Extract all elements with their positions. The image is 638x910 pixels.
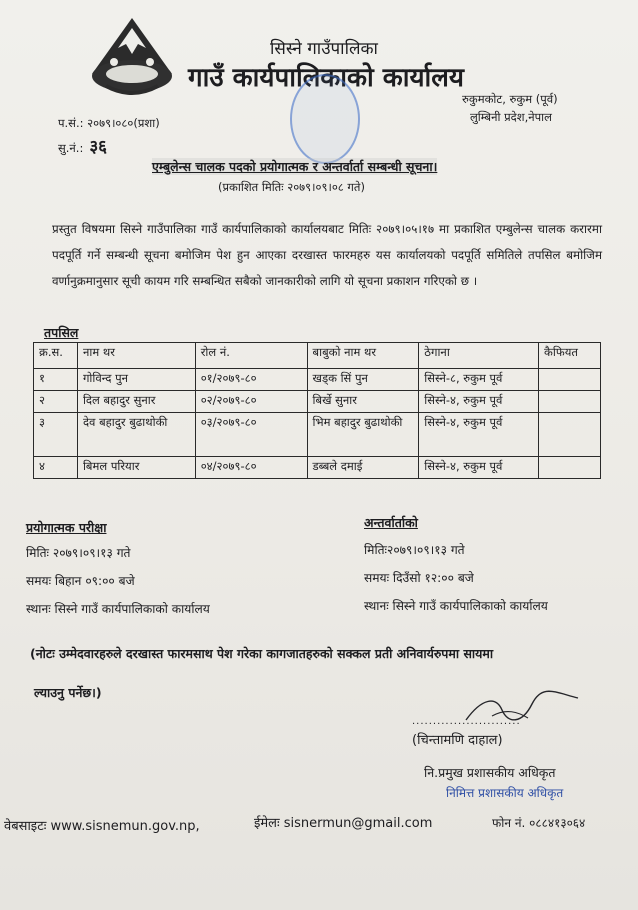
cell-serial: २ bbox=[34, 391, 78, 413]
cell-address: सिस्ने-४, रुकुम पूर्व bbox=[419, 413, 539, 457]
cell-name: दिल बहादुर सुनार bbox=[77, 391, 195, 413]
cell-serial: ३ bbox=[34, 413, 78, 457]
cell-roll: ०२/२०७९-८० bbox=[195, 391, 307, 413]
practical-date: मितिः २०७९।०९।१३ गते bbox=[26, 546, 131, 560]
cell-serial: ४ bbox=[34, 457, 78, 479]
cell-name: बिमल परियार bbox=[77, 457, 195, 479]
col-father: बाबुको नाम थर bbox=[307, 343, 419, 369]
candidate-table bbox=[33, 342, 601, 479]
notice-subject: एम्बुलेन्स चालक पदको प्रयोगात्मक र अन्तर्वार्ता सम्बन्धी सूचना। bbox=[152, 159, 438, 174]
municipality-name: सिस्ने गाउँपालिका bbox=[270, 39, 378, 59]
cell-serial: १ bbox=[34, 369, 78, 391]
col-address: ठेगाना bbox=[419, 343, 539, 369]
table-row bbox=[34, 391, 601, 413]
cell-remarks bbox=[539, 391, 601, 413]
dispatch-value: ३६ bbox=[89, 137, 108, 157]
office-name: गाउँ कार्यपालिकाको कार्यालय bbox=[188, 63, 464, 93]
signatory-title: नि.प्रमुख प्रशासकीय अधिकृत bbox=[424, 765, 556, 780]
col-remarks: कैफियत bbox=[539, 343, 601, 369]
office-seal bbox=[290, 74, 360, 164]
table-header-row bbox=[34, 343, 601, 369]
interview-date: मितिः२०७९।०९।१३ गते bbox=[364, 543, 465, 557]
dispatch-number bbox=[58, 134, 107, 157]
interview-place: स्थानः सिस्ने गाउँ कार्यपालिकाको कार्यालय bbox=[364, 599, 548, 613]
address-line-1: रुकुमकोट, रुकुम (पूर्व) bbox=[462, 92, 558, 106]
cell-remarks bbox=[539, 369, 601, 391]
practical-time: समयः बिहान ०९:०० बजे bbox=[26, 574, 135, 588]
note-line-1: (नोटः उम्मेदवारहरुले दरखास्त फारमसाथ पेश गरेका कागजातहरुको सक्कल प्रती अनिवार्यरुपमा सायमा bbox=[30, 646, 494, 661]
cell-father: भिम बहादुर बुढाथोकी bbox=[307, 413, 419, 457]
cell-remarks bbox=[539, 457, 601, 479]
signatory-name: (चिन्तामणि दाहाल) bbox=[412, 733, 503, 748]
col-serial: क्र.स. bbox=[34, 343, 78, 369]
government-emblem-logo bbox=[86, 14, 178, 100]
practical-heading: प्रयोगात्मक परीक्षा bbox=[26, 520, 107, 535]
cell-roll: ०४/२०७९-८० bbox=[195, 457, 307, 479]
published-date: (प्रकाशित मितिः २०७९।०९।०८ गते) bbox=[218, 180, 365, 194]
cell-remarks bbox=[539, 413, 601, 457]
signature-dots: .......................... bbox=[412, 716, 521, 727]
schedule-title: तपसिल bbox=[44, 325, 79, 340]
note-line-2: ल्याउनु पर्नेछ।) bbox=[34, 685, 102, 700]
cell-roll: ०३/२०७९-८० bbox=[195, 413, 307, 457]
phone-text: फोन नं. ०८८४१३०६४ bbox=[492, 816, 586, 830]
notice-body: प्रस्तुत विषयमा सिस्ने गाउँपालिका गाउँ कार्यपालिकाको कार्यालयबाट मितिः २०७९।०५।१७ मा प्रकाशित एम्बुलेन्स चालक करारमा पदपूर्ति गर्ने सम्बन्धी सूचना बमोजिम पेश हुन आएका दरखास्त फारमहरु यस कार्यालयको पदपूर्ति समितिले तपसिल बमोजिम वर्णानुक्रमानुसार सूची कायम गरि सम्बन्धित सबैको जानकारीको लागि यो सूचना प्रकाशन गरिएको छ । bbox=[52, 222, 602, 288]
interview-heading: अन्तर्वार्ताको bbox=[364, 515, 418, 530]
table-row bbox=[34, 457, 601, 479]
interview-time: समयः दिउँसो १२:०० बजे bbox=[364, 571, 474, 585]
cell-address: सिस्ने-४, रुकुम पूर्व bbox=[419, 457, 539, 479]
col-name: नाम थर bbox=[77, 343, 195, 369]
practical-place: स्थानः सिस्ने गाउँ कार्यपालिकाको कार्यालय bbox=[26, 602, 210, 616]
cell-roll: ०१/२०७९-८० bbox=[195, 369, 307, 391]
cell-father: डब्बले दमाई bbox=[307, 457, 419, 479]
email-text: ईमेलः sisnermun@gmail.com bbox=[254, 816, 433, 831]
cell-address: सिस्ने-४, रुकुम पूर्व bbox=[419, 391, 539, 413]
table-row bbox=[34, 369, 601, 391]
letter-number: प.सं.: २०७९।०८०(प्रशा) bbox=[58, 116, 160, 130]
cell-father: बिर्खे सुनार bbox=[307, 391, 419, 413]
cell-address: सिस्ने-८, रुकुम पूर्व bbox=[419, 369, 539, 391]
table-row bbox=[34, 413, 601, 457]
acting-officer-stamp: निमित्त प्रशासकीय अधिकृत bbox=[446, 786, 564, 800]
col-roll: रोल नं. bbox=[195, 343, 307, 369]
cell-father: खड्क सिं पुन bbox=[307, 369, 419, 391]
dispatch-label: सु.नं.: bbox=[58, 141, 84, 155]
cell-name: गोविन्द पुन bbox=[77, 369, 195, 391]
website-text: वेबसाइटः www.sisnemun.gov.np, bbox=[4, 819, 200, 834]
address-line-2: लुम्बिनी प्रदेश,नेपाल bbox=[470, 110, 552, 124]
cell-name: देव बहादुर बुढाथोकी bbox=[77, 413, 195, 457]
